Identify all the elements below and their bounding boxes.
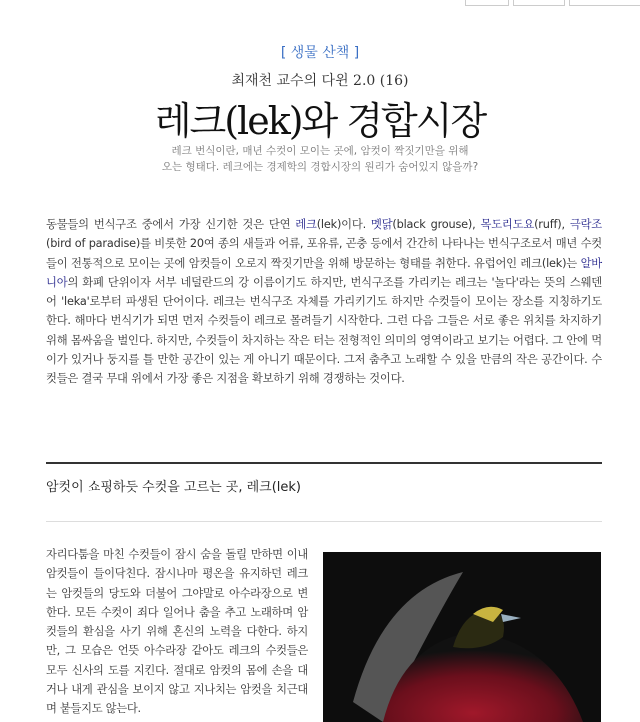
link-black-grouse[interactable]: 멧닭 [370,218,393,231]
divider [46,521,602,522]
text: (bird of paradise)를 비롯한 20여 종의 새들과 어류, 포유류, 곤충 등에서 간간히 나타나는 번식구조로서 매년 수컷들이 전통적으로 모이는 곳에 암컷들이 오로지 짝짓기만을 위해 방문하는 형태를 취한다. 유럽어인 레크(lek)는 [46,237,602,270]
top-button-3[interactable] [569,0,640,6]
text: (ruff), [534,218,570,231]
text: 동물들의 번식구조 중에서 가장 신기한 것은 단연 [46,218,296,231]
bird-of-paradise-photo [323,552,601,722]
page-title: 레크(lek)와 경합시장 [154,99,486,143]
link-ruff[interactable]: 목도리도요 [480,218,535,231]
section-heading: 암컷이 쇼핑하듯 수컷을 고르는 곳, 레크(lek) [46,480,302,495]
top-button-1[interactable] [465,0,509,6]
top-button-2[interactable] [513,0,565,6]
series-label: 최재천 교수의 다윈 2.0 (16) [231,73,409,89]
text: (lek)이다. [316,218,371,231]
subtitle [0,143,640,175]
section-divider [46,462,602,464]
text: (black grouse), [392,218,481,231]
subtitle-line: 오는 형태다. 레크에는 경제학의 경합시장의 원리가 숨어있지 않을까? [161,161,479,173]
link-albania[interactable]: 알바니아 [46,256,602,289]
subtitle-line: 레크 번식이란, 매년 수컷이 모이는 곳에, 암컷이 짝짓기만을 위해 [171,145,469,157]
category-label: [ 생물 산책 ] [280,45,360,61]
intro-paragraph [46,215,602,389]
link-bird-of-paradise[interactable]: 극락조 [569,218,602,231]
link-lek[interactable]: 레크 [295,218,317,231]
section-paragraph: 자리다툼을 마친 수컷들이 잠시 숨을 돌릴 만하면 이내 암컷들이 들이닥친다. 잠시나마 평온을 유지하던 레크는 암컷들의 당도와 더불어 그야말로 아수라장으로 변한다. 모든 수컷이 죄다 일어나 춤을 추고 노래하며 암컷들의 환심을 사기 위해 혼신의 노력을 다한다. 하지만, 그 모습은 언뜻 아수라장 같아도 레크의 수컷들은 모두 신사의 도를 지킨다. 절대로 암컷의 몸에 손을 대거나 내게 관심을 보이지 않고 지나치는 암컷을 치근대며 붙들지도 않는다. [46,548,308,716]
text: 의 화폐 단위이자 서부 네덜란드의 강 이름이기도 하지만, 번식구조를 가리키는 레크는 '놀다'라는 뜻의 스웨덴어 'leka'로부터 파생된 단어이다. 레크는 번식구조 자체를 가리키기도 하지만 수컷들이 모이는 장소를 지칭하기도 한다. 해마다 번식기가 되면 먼저 수컷들이 레크로 몰려들기 시작한다. 그런 다음 그들은 서로 좋은 위치를 차지하기 위해 몸싸움을 벌인다. 하지만, 수컷들이 차지하는 작은 터는 전형적인 의미의 영역이라고 보기는 어렵다. 그 안에 먹이가 있거나 둥지를 틀 만한 공간이 있는 게 아니기 때문이다. 그저 춤추고 노래할 수 있을 만큼의 작은 공간이다. 수컷들은 결국 무대 위에서 가장 좋은 지점을 확보하기 위해 경쟁하는 것이다. [46,275,602,386]
